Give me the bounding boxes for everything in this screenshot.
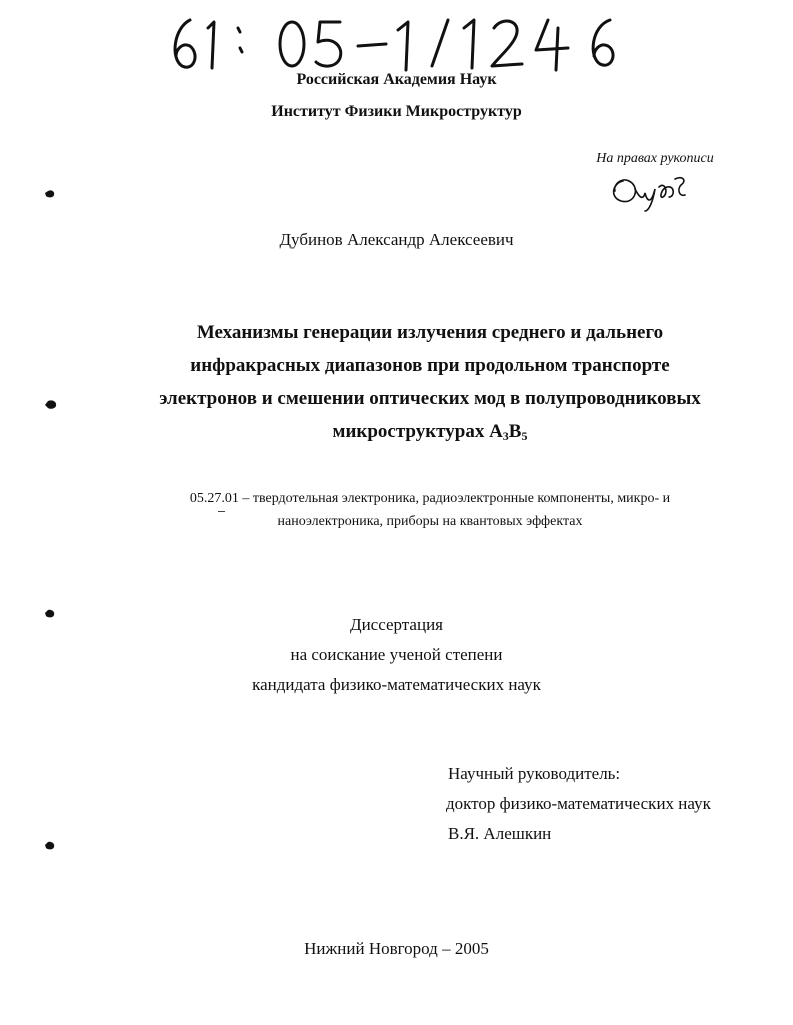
city-year: Нижний Новгород – 2005 <box>304 939 489 958</box>
author-name: Дубинов Александр Алексеевич <box>279 230 514 249</box>
rights-note: На правах рукописи <box>596 151 714 166</box>
academy-name: Российская Академия Наук <box>296 71 497 88</box>
supervisor-label: Научный руководитель: <box>448 764 621 783</box>
degree-purpose: на соискание ученой степени <box>290 645 503 664</box>
supervisor-name: В.Я. Алешкин <box>448 824 552 843</box>
title-line-3: электронов и смешении оптических мод в полупроводниковых <box>159 388 701 409</box>
degree-name: кандидата физико-математических наук <box>252 675 541 694</box>
scan-dash-mark <box>218 511 225 512</box>
scan-mark-4 <box>44 838 54 848</box>
supervisor-degree: доктор физико-математических наук <box>446 794 711 813</box>
specialty-line-1: 05.27.01 – твердотельная электроника, радиоэлектронные компоненты, микро- и <box>189 491 671 506</box>
signature <box>605 167 695 212</box>
dissertation-label: Диссертация <box>349 615 443 634</box>
scan-mark-2 <box>44 398 54 408</box>
institute-name: Институт Физики Микроструктур <box>271 103 522 120</box>
handwritten-archive-code <box>160 6 630 76</box>
dissertation-title <box>120 316 740 453</box>
title-line-4: микроструктурах $A_3B_5$ <box>332 421 528 443</box>
scan-mark-1 <box>44 186 54 196</box>
scan-mark-3 <box>44 606 54 616</box>
title-line-1: Механизмы генерации излучения среднего и дальнего <box>196 322 664 343</box>
specialty-code <box>150 487 710 533</box>
title-line-2: инфракрасных диапазонов при продольном транспорте <box>190 355 670 376</box>
specialty-line-2: наноэлектроника, приборы на квантовых эффектах <box>277 514 583 529</box>
